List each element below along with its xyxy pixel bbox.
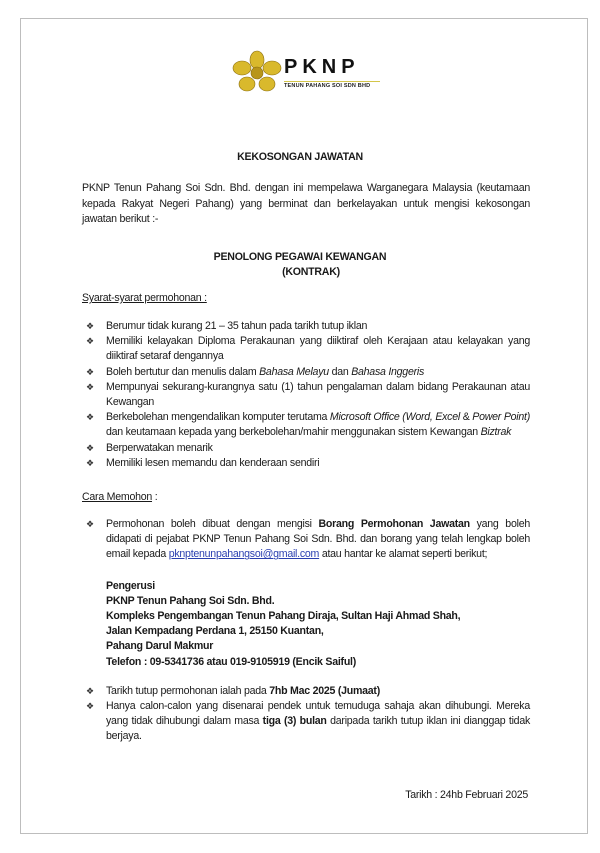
diamond-bullet-icon: ❖: [86, 366, 94, 377]
apply-heading: Cara Memohon: [82, 491, 153, 503]
text-segment: Berkebolehan mengendalikan komputer terutama: [106, 411, 330, 424]
text-segment: dan: [328, 365, 352, 378]
diamond-bullet-icon: ❖: [86, 457, 94, 468]
text-segment: atau hantar ke alamat seperti berikut;: [319, 548, 488, 561]
diamond-bullet-icon: ❖: [86, 412, 94, 423]
list-item: [86, 684, 530, 699]
pknp-logo: [232, 50, 382, 94]
text-segment: daripada tarikh tutup iklan ini dianggap tidak berjaya.: [106, 715, 531, 743]
text-segment: Bahasa Melayu: [259, 365, 329, 378]
requirements-list: [86, 319, 530, 471]
text-segment: Boleh bertutur dan menulis dalam: [106, 365, 260, 378]
address-line: Jalan Kempadang Perdana 1, 25150 Kuantan,: [106, 625, 324, 638]
position-title: PENOLONG PEGAWAI KEWANGAN: [213, 251, 387, 263]
text-segment: Biztrak: [480, 426, 512, 439]
address-line: Telefon : 09-5341736 atau 019-9105919 (Encik Saiful): [106, 655, 357, 668]
text-segment: Bahasa Inggeris: [351, 365, 425, 378]
intro-paragraph: PKNP Tenun Pahang Soi Sdn. Bhd. dengan ini mempelawa Warganegara Malaysia (keutamaan kepada Rakyat Negeri Pahang) yang berminat dan berkelayakan untuk mengisi kekosongan jawatan berikut :-: [82, 182, 530, 225]
list-item: [86, 517, 530, 563]
text-segment: &: [459, 411, 473, 424]
text-segment: dan keutamaan kepada yang berkebolehan/mahir menggunakan sistem Kewangan: [106, 426, 481, 439]
diamond-bullet-icon: ❖: [86, 442, 94, 453]
text-segment: Berperwatakan menarik: [106, 441, 213, 454]
text-segment: Permohonan boleh dibuat dengan mengisi: [106, 518, 319, 530]
address-line: Kompleks Pengembangan Tenun Pahang Diraja, Sultan Haji Ahmad Shah,: [106, 610, 461, 623]
text-segment: Memiliki lesen memandu dan kenderaan sendiri: [106, 456, 320, 469]
list-item: [86, 380, 530, 410]
list-item: [86, 699, 530, 745]
list-item: [86, 410, 530, 440]
list-item: [86, 334, 530, 364]
diamond-bullet-icon: ❖: [86, 701, 94, 712]
text-segment: Memiliki kelayakan Diploma Perakaunan yang diiktiraf oleh Kerajaan atau kelayakan yang diiktiraf setaraf dengannya: [106, 335, 530, 363]
address-line: Pahang Darul Makmur: [106, 640, 214, 653]
page-title: KEKOSONGAN JAWATAN: [237, 151, 363, 163]
text-segment: Berumur tidak kurang 21 – 35 tahun pada tarikh tutup iklan: [106, 320, 368, 332]
diamond-bullet-icon: ❖: [86, 685, 94, 696]
address-line: PKNP Tenun Pahang Soi Sdn. Bhd.: [106, 594, 275, 607]
diamond-bullet-icon: ❖: [86, 381, 94, 392]
logo-brand: PKNP: [284, 56, 360, 78]
requirements-heading: Syarat-syarat permohonan :: [82, 292, 207, 304]
list-item: [86, 319, 530, 334]
text-segment: tiga (3) bulan: [262, 715, 327, 728]
text-segment: Mempunyai sekurang-kurangnya satu (1) tahun pengalaman dalam bidang Perakaunan atau Kewangan: [106, 380, 530, 409]
position-type: (KONTRAK): [282, 266, 340, 278]
diamond-bullet-icon: ❖: [86, 519, 94, 529]
text-segment: 7hb Mac 2025 (Jumaat): [269, 684, 380, 697]
text-segment: Hanya calon-calon yang disenarai pendek untuk temuduga sahaja akan dihubungi. Mereka yang tidak dihubungi dalam masa: [106, 700, 530, 728]
logo-subtitle: TENUN PAHANG SOI SDN BHD: [284, 83, 371, 89]
text-segment: Power Point): [472, 411, 530, 424]
address-line: Pengerusi: [106, 579, 155, 592]
email-link[interactable]: pknptenunpahangsoi@gmail.com: [168, 548, 320, 561]
list-item: [86, 441, 530, 456]
flower-emblem-icon: [232, 50, 282, 94]
apply-heading-row: [82, 490, 157, 506]
diamond-bullet-icon: ❖: [86, 321, 94, 331]
mailing-address: [86, 579, 530, 670]
text-segment: Microsoft Office (Word, Excel: [329, 411, 460, 424]
text-segment: Tarikh tutup permohonan ialah pada: [106, 684, 270, 697]
apply-heading-suffix: :: [152, 491, 158, 503]
text-segment: Borang Permohonan Jawatan: [318, 518, 470, 530]
logo-rule: [284, 81, 380, 82]
document-date: Tarikh : 24hb Februari 2025: [405, 789, 528, 801]
text-segment: yang boleh didapati di pejabat PKNP Tenun Pahang Soi Sdn. Bhd. dan borang yang telah lengkap boleh email kepada: [106, 518, 530, 561]
diamond-bullet-icon: ❖: [86, 336, 94, 347]
list-item: [86, 456, 530, 471]
list-item: [86, 365, 530, 380]
apply-list: [86, 517, 530, 745]
